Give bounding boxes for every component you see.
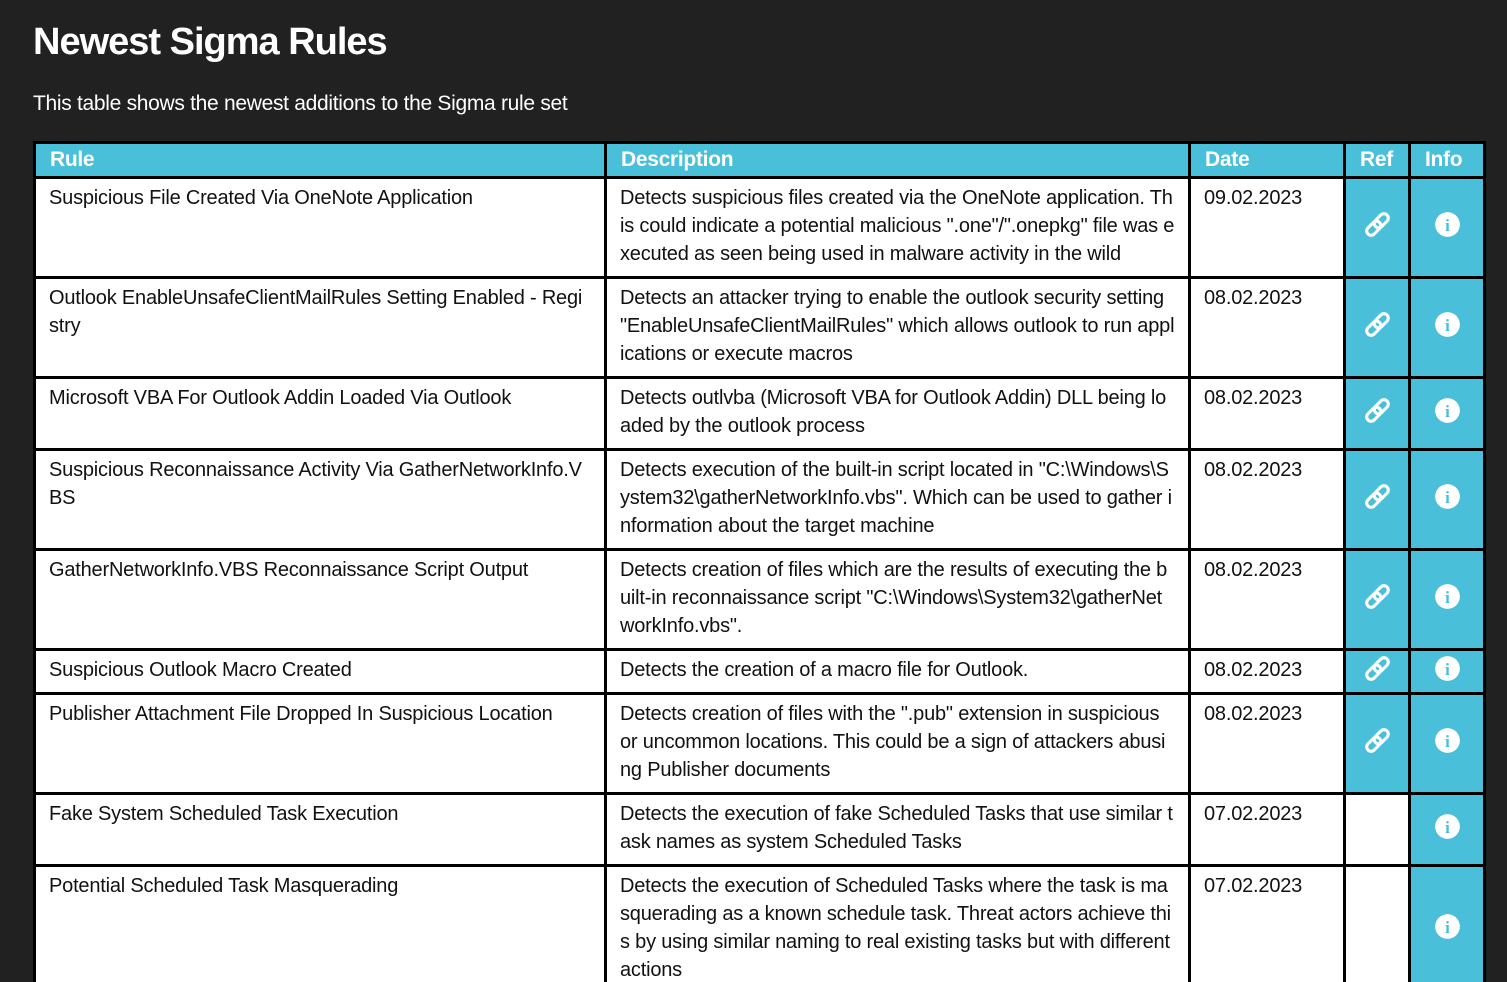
column-header-date: Date bbox=[1190, 142, 1345, 177]
table-row bbox=[35, 793, 1485, 865]
info-cell[interactable] bbox=[1410, 865, 1485, 982]
description-cell: Detects an attacker trying to enable the outlook security setting "EnableUnsafeClientMailRules" which allows outlook to run applications or execute macros bbox=[606, 277, 1190, 377]
table-row bbox=[35, 693, 1485, 793]
svg-text:i: i bbox=[1444, 215, 1450, 235]
table-header-row bbox=[35, 142, 1485, 177]
info-icon[interactable] bbox=[1434, 211, 1461, 238]
column-header-description: Description bbox=[606, 142, 1190, 177]
table-row bbox=[35, 865, 1485, 982]
info-icon[interactable] bbox=[1434, 311, 1461, 338]
table-row bbox=[35, 377, 1485, 449]
ref-cell[interactable] bbox=[1345, 449, 1410, 549]
link-icon[interactable] bbox=[1362, 395, 1393, 426]
rule-cell: Suspicious Reconnaissance Activity Via GatherNetworkInfo.VBS bbox=[35, 449, 606, 549]
ref-cell[interactable] bbox=[1345, 649, 1410, 693]
ref-cell bbox=[1345, 865, 1410, 982]
info-icon[interactable] bbox=[1434, 483, 1461, 510]
description-cell: Detects creation of files with the ".pub" extension in suspicious or uncommon locations. This could be a sign of attackers abusing Publisher documents bbox=[606, 693, 1190, 793]
column-header-info: Info bbox=[1410, 142, 1485, 177]
svg-text:i: i bbox=[1444, 659, 1450, 679]
ref-cell[interactable] bbox=[1345, 693, 1410, 793]
info-cell[interactable] bbox=[1410, 449, 1485, 549]
page-title: Newest Sigma Rules bbox=[33, 21, 387, 63]
link-icon[interactable] bbox=[1362, 209, 1393, 240]
rule-cell: GatherNetworkInfo.VBS Reconnaissance Script Output bbox=[35, 549, 606, 649]
table-row bbox=[35, 549, 1485, 649]
info-cell[interactable] bbox=[1410, 649, 1485, 693]
table-row bbox=[35, 177, 1485, 277]
info-icon[interactable] bbox=[1434, 813, 1461, 840]
link-icon[interactable] bbox=[1362, 653, 1393, 684]
rule-cell: Suspicious File Created Via OneNote Application bbox=[35, 177, 606, 277]
column-header-ref: Ref bbox=[1345, 142, 1410, 177]
table-row bbox=[35, 449, 1485, 549]
description-cell: Detects suspicious files created via the OneNote application. This could indicate a potential malicious ".one"/".onepkg" file was executed as seen being used in malware activity in the wild bbox=[606, 177, 1190, 277]
rule-cell: Outlook EnableUnsafeClientMailRules Setting Enabled - Registry bbox=[35, 277, 606, 377]
svg-text:i: i bbox=[1444, 731, 1450, 751]
column-header-rule: Rule bbox=[35, 142, 606, 177]
description-cell: Detects execution of the built-in script located in "C:\Windows\System32\gatherNetworkInfo.vbs". Which can be used to gather information about the target machine bbox=[606, 449, 1190, 549]
description-cell: Detects outlvba (Microsoft VBA for Outlook Addin) DLL being loaded by the outlook process bbox=[606, 377, 1190, 449]
rule-cell: Microsoft VBA For Outlook Addin Loaded Via Outlook bbox=[35, 377, 606, 449]
svg-text:i: i bbox=[1444, 587, 1450, 607]
date-cell: 08.02.2023 bbox=[1190, 693, 1345, 793]
info-icon[interactable] bbox=[1434, 655, 1461, 682]
svg-text:i: i bbox=[1444, 487, 1450, 507]
rule-cell: Suspicious Outlook Macro Created bbox=[35, 649, 606, 693]
svg-text:i: i bbox=[1444, 401, 1450, 421]
table-row bbox=[35, 649, 1485, 693]
date-cell: 08.02.2023 bbox=[1190, 549, 1345, 649]
info-cell[interactable] bbox=[1410, 693, 1485, 793]
date-cell: 07.02.2023 bbox=[1190, 865, 1345, 982]
description-cell: Detects the creation of a macro file for Outlook. bbox=[606, 649, 1190, 693]
ref-cell bbox=[1345, 793, 1410, 865]
info-icon[interactable] bbox=[1434, 913, 1461, 940]
info-cell[interactable] bbox=[1410, 177, 1485, 277]
date-cell: 08.02.2023 bbox=[1190, 449, 1345, 549]
date-cell: 07.02.2023 bbox=[1190, 793, 1345, 865]
ref-cell[interactable] bbox=[1345, 277, 1410, 377]
svg-text:i: i bbox=[1444, 817, 1450, 837]
info-cell[interactable] bbox=[1410, 793, 1485, 865]
svg-text:i: i bbox=[1444, 917, 1450, 937]
info-cell[interactable] bbox=[1410, 377, 1485, 449]
info-icon[interactable] bbox=[1434, 583, 1461, 610]
svg-text:i: i bbox=[1444, 315, 1450, 335]
ref-cell[interactable] bbox=[1345, 549, 1410, 649]
description-cell: Detects creation of files which are the results of executing the built-in reconnaissance script "C:\Windows\System32\gatherNetworkInfo.vbs". bbox=[606, 549, 1190, 649]
info-icon[interactable] bbox=[1434, 397, 1461, 424]
rule-cell: Potential Scheduled Task Masquerading bbox=[35, 865, 606, 982]
link-icon[interactable] bbox=[1362, 581, 1393, 612]
page-subtitle: This table shows the newest additions to the Sigma rule set bbox=[33, 91, 568, 115]
date-cell: 08.02.2023 bbox=[1190, 649, 1345, 693]
link-icon[interactable] bbox=[1362, 725, 1393, 756]
link-icon[interactable] bbox=[1362, 481, 1393, 512]
date-cell: 08.02.2023 bbox=[1190, 377, 1345, 449]
info-icon[interactable] bbox=[1434, 727, 1461, 754]
info-cell[interactable] bbox=[1410, 277, 1485, 377]
ref-cell[interactable] bbox=[1345, 177, 1410, 277]
date-cell: 09.02.2023 bbox=[1190, 177, 1345, 277]
table-row bbox=[35, 277, 1485, 377]
rule-cell: Fake System Scheduled Task Execution bbox=[35, 793, 606, 865]
description-cell: Detects the execution of fake Scheduled Tasks that use similar task names as system Scheduled Tasks bbox=[606, 793, 1190, 865]
sigma-rules-table bbox=[33, 141, 1486, 982]
link-icon[interactable] bbox=[1362, 309, 1393, 340]
info-cell[interactable] bbox=[1410, 549, 1485, 649]
ref-cell[interactable] bbox=[1345, 377, 1410, 449]
date-cell: 08.02.2023 bbox=[1190, 277, 1345, 377]
description-cell: Detects the execution of Scheduled Tasks where the task is masquerading as a known schedule task. Threat actors achieve this by using similar naming to real existing tasks but with different actions bbox=[606, 865, 1190, 982]
rule-cell: Publisher Attachment File Dropped In Suspicious Location bbox=[35, 693, 606, 793]
